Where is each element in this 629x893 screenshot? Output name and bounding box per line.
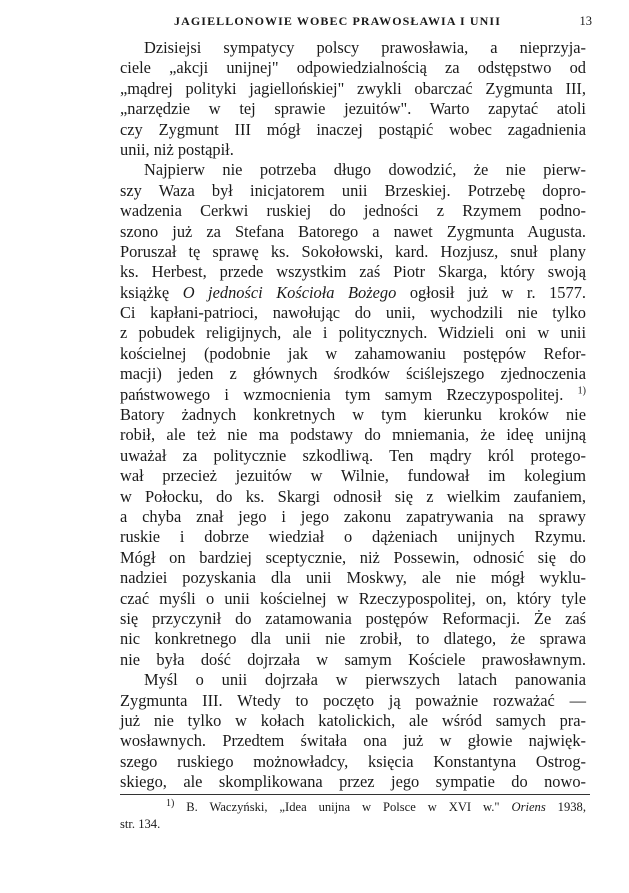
footnote-marker: 1)	[166, 798, 175, 810]
paragraph	[120, 670, 586, 792]
text-line-with-footnote-ref	[120, 385, 586, 405]
footnote-line	[120, 799, 586, 816]
text-line: „mądrej polityki jagiellońskiej" zwykli obarczać Zygmunta III,	[120, 78, 586, 98]
paragraph	[120, 160, 586, 670]
text-line: skiego, ale skomplikowana przez jego sympatie do nowo-	[120, 772, 586, 792]
text-line: Dzisiejsi sympatycy polscy prawosławia, a nieprzyja-	[144, 38, 586, 57]
text-line: już nie tylko w kołach katolickich, ale wśród samych pra-	[120, 710, 586, 730]
text-line: czać myśli o unii kościelnej w Rzeczypospolitej, on, który tyle	[120, 588, 586, 608]
text-line: „narzędzie w tej sprawie jezuitów". Warto zapytać atoli	[120, 99, 586, 119]
text-line: nic konkretnego dla unii nie zrobił, to dlatego, że sprawa	[120, 629, 586, 649]
paragraph	[120, 38, 586, 160]
text-line: unii, niż postąpił.	[120, 139, 234, 159]
text-line: Poruszał tę sprawę ks. Sokołowski, kard. Hozjusz, snuł plany	[120, 241, 586, 261]
text-line: a chyba znał jego i jego zakonu zapatrywania na sprawy	[120, 506, 586, 526]
text-line: nadziei pozyskania dla unii Moskwy, ale nie mógł wyklu-	[120, 568, 586, 588]
text-line-with-title	[120, 283, 586, 303]
body-text	[120, 38, 586, 792]
document-page	[120, 8, 592, 833]
text-fragment: ogłosił już w r. 1577.	[396, 282, 586, 302]
footnote-text: B. Waczyński, „Idea unijna w Polsce w XVI w."	[174, 800, 512, 815]
text-line: się przyczynił do zatamowania postępów Reformacji. Że zaś	[120, 608, 586, 628]
text-line: z pobudek religijnych, ale i politycznych. Widzieli oni w unii	[120, 323, 586, 343]
journal-title: Oriens	[511, 800, 546, 815]
text-fragment: państwowego i wzmocnienia tym samym Rzeczypospolitej.	[120, 384, 578, 404]
text-line: ks. Herbest, przede wszystkim zaś Piotr Skarga, który swoją	[120, 262, 586, 282]
text-line: Mógł on bardziej sceptycznie, niż Possewin, odnosić się do	[120, 547, 586, 567]
text-line: uważał za politycznie szkodliwą. Ten mądry król protego-	[120, 445, 586, 465]
text-line: szy Waza był inicjatorem unii Brzeskiej. Potrzebę dopro-	[120, 180, 586, 200]
text-line: kościelnej (podobnie jak w zahamowaniu postępów Refor-	[120, 343, 586, 363]
page-header	[120, 8, 592, 38]
text-fragment: książkę	[120, 282, 183, 302]
text-line: macji) jeden z głównych środków ściślejszego zjednoczenia	[120, 364, 586, 384]
text-line: wał przecież jezuitów w Wilnie, fundował im kolegium	[120, 466, 586, 486]
text-line: szono już za Stefana Batorego a nawet Zygmunta Augusta.	[120, 221, 586, 241]
page-number: 13	[579, 14, 592, 28]
book-title: O jedności Kościoła Bożego	[182, 282, 397, 302]
running-head: JAGIELLONOWIE WOBEC PRAWOSŁAWIA I UNII	[174, 14, 501, 28]
text-line: wadzenia Cerkwi ruskiej do jedności z Rzymem podno-	[120, 201, 586, 221]
text-line: Myśl o unii dojrzała w pierwszych latach panowania	[144, 670, 586, 690]
text-line: Zygmunta III. Wtedy to poczęto ją poważnie rozważać —	[120, 690, 586, 710]
text-line: ciele „akcji unijnej" odpowiedzialnością za odstępstwo od	[120, 58, 586, 78]
footnote-divider	[120, 794, 590, 795]
text-line: ruskie i dobrze wiedział o dążeniach unijnych Rzymu.	[120, 527, 586, 547]
text-line: szego ruskiego możnowładcy, księcia Konstantyna Ostrog-	[120, 751, 586, 771]
footnote-ref: 1)	[577, 385, 586, 397]
text-line: nie była dość dojrzała w samym Kościele prawosławnym.	[120, 649, 586, 669]
text-line: Batory żadnych konkretnych w tym kierunku kroków nie	[120, 405, 586, 425]
text-line: robił, ale też nie ma podstawy do mniemania, że ideę unijną	[120, 425, 586, 445]
footnote	[120, 799, 586, 833]
text-line: Najpierw nie potrzeba długo dowodzić, że nie pierw-	[144, 160, 586, 180]
footnote-line: str. 134.	[120, 817, 161, 832]
text-line: wosławnych. Przedtem świtała ona już w głowie najwięk-	[120, 731, 586, 751]
text-line: czy Zygmunt III mógł inaczej postąpić wobec zagadnienia	[120, 119, 586, 139]
text-line: w Połocku, do ks. Skargi odnosił się z wielkim zaufaniem,	[120, 486, 586, 506]
text-line: Ci kapłani-patrioci, nawołując do unii, wychodzili nie tylko	[120, 303, 586, 323]
footnote-text: 1938,	[545, 800, 586, 815]
